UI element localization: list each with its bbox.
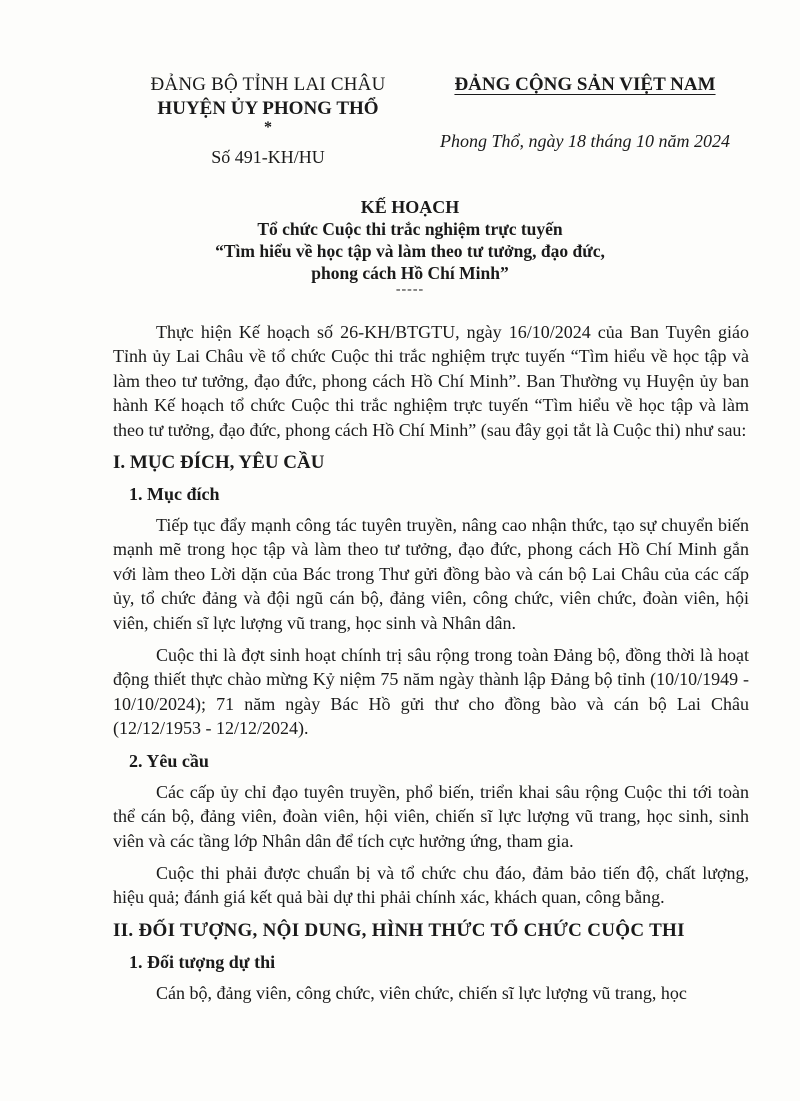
place-and-date: Phong Thổ, ngày 18 tháng 10 năm 2024 (440, 131, 730, 151)
subsection-participants-heading: 1. Đối tượng dự thi (129, 951, 276, 972)
provincial-party-name: ĐẢNG BỘ TỈNH LAI CHÂU (150, 74, 386, 95)
section-1-heading: I. MỤC ĐÍCH, YÊU CẦU (113, 452, 325, 474)
party-motto: ĐẢNG CỘNG SẢN VIỆT NAM (454, 74, 716, 95)
participants-paragraph: Cán bộ, đảng viên, công chức, viên chức, chiến sĩ lực lượng vũ trang, học (156, 982, 687, 1003)
section-2-heading: II. ĐỐI TƯỢNG, NỘI DUNG, HÌNH THỨC TỔ CHỨC CUỘC THI (113, 919, 685, 941)
purpose-paragraph-1: Tiếp tục đẩy mạnh công tác tuyên truyền, nâng cao nhận thức, tạo sự chuyển biến mạnh mẽ trong học tập và làm theo tư tưởng, đạo đức, phong cách Hồ Chí Minh gắn với làm theo Lời dặn của Bác trong Thư gửi đồng bào và cán bộ Lai Châu của các cấp ủy, tổ chức đảng và đội ngũ cán bộ, đảng viên, công chức, viên chức, đoàn viên, hội viên, chiến sĩ lực lượng vũ trang, học sinh và Nhân dân. (113, 515, 749, 633)
title-line-3: phong cách Hồ Chí Minh” (311, 263, 509, 283)
document-body (113, 320, 749, 1013)
national-header (420, 73, 750, 152)
intro-paragraph: Thực hiện Kế hoạch số 26-KH/BTGTU, ngày 16/10/2024 của Ban Tuyên giáo Tỉnh ủy Lai Châu về tổ chức Cuộc thi trắc nghiệm trực tuyến “Tìm hiểu về học tập và làm theo tư tưởng, đạo đức, phong cách Hồ Chí Minh”. Ban Thường vụ Huyện ủy ban hành Kế hoạch tổ chức Cuộc thi trắc nghiệm trực tuyến “Tìm hiểu về học tập và làm theo tư tưởng, đạo đức, phong cách Hồ Chí Minh” (sau đây gọi tắt là Cuộc thi) như sau: (113, 322, 749, 440)
purpose-paragraph-2: Cuộc thi là đợt sinh hoạt chính trị sâu rộng trong toàn Đảng bộ, đồng thời là hoạt động thiết thực chào mừng Kỷ niệm 75 năm ngày thành lập Đảng bộ tỉnh (10/10/1949 - 10/10/2024); 71 năm ngày Bác Hồ gửi thư cho đồng bào và cán bộ Lai Châu (12/12/1953 - 12/12/2024). (113, 645, 749, 739)
title-line-2: “Tìm hiểu về học tập và làm theo tư tưởng, đạo đức, (215, 241, 605, 261)
requirements-paragraph-1: Các cấp ủy chỉ đạo tuyên truyền, phổ biến, triển khai sâu rộng Cuộc thi tới toàn thể cán bộ, đảng viên, đoàn viên, hội viên, chiến sĩ lực lượng vũ trang, học sinh, sinh viên và các tầng lớp Nhân dân để tích cực hưởng ứng, tham gia. (113, 781, 749, 851)
star-mark: * (264, 119, 272, 136)
title-separator: ----- (395, 282, 425, 297)
document-number: Số 491-KH/HU (211, 147, 325, 167)
issuing-authority (118, 73, 418, 169)
subsection-purpose-heading: 1. Mục đích (129, 484, 220, 505)
subsection-requirements-heading: 2. Yêu cầu (129, 750, 209, 771)
requirements-paragraph-2: Cuộc thi phải được chuẩn bị và tổ chức chu đáo, đảm bảo tiến độ, chất lượng, hiệu quả; đánh giá kết quả bài dự thi phải chính xác, khách quan, công bằng. (113, 862, 749, 908)
title-line-1: Tổ chức Cuộc thi trắc nghiệm trực tuyến (257, 219, 563, 239)
district-committee-name: HUYỆN ỦY PHONG THỔ (157, 98, 379, 119)
document-type: KẾ HOẠCH (360, 197, 460, 217)
document-title (140, 196, 680, 296)
